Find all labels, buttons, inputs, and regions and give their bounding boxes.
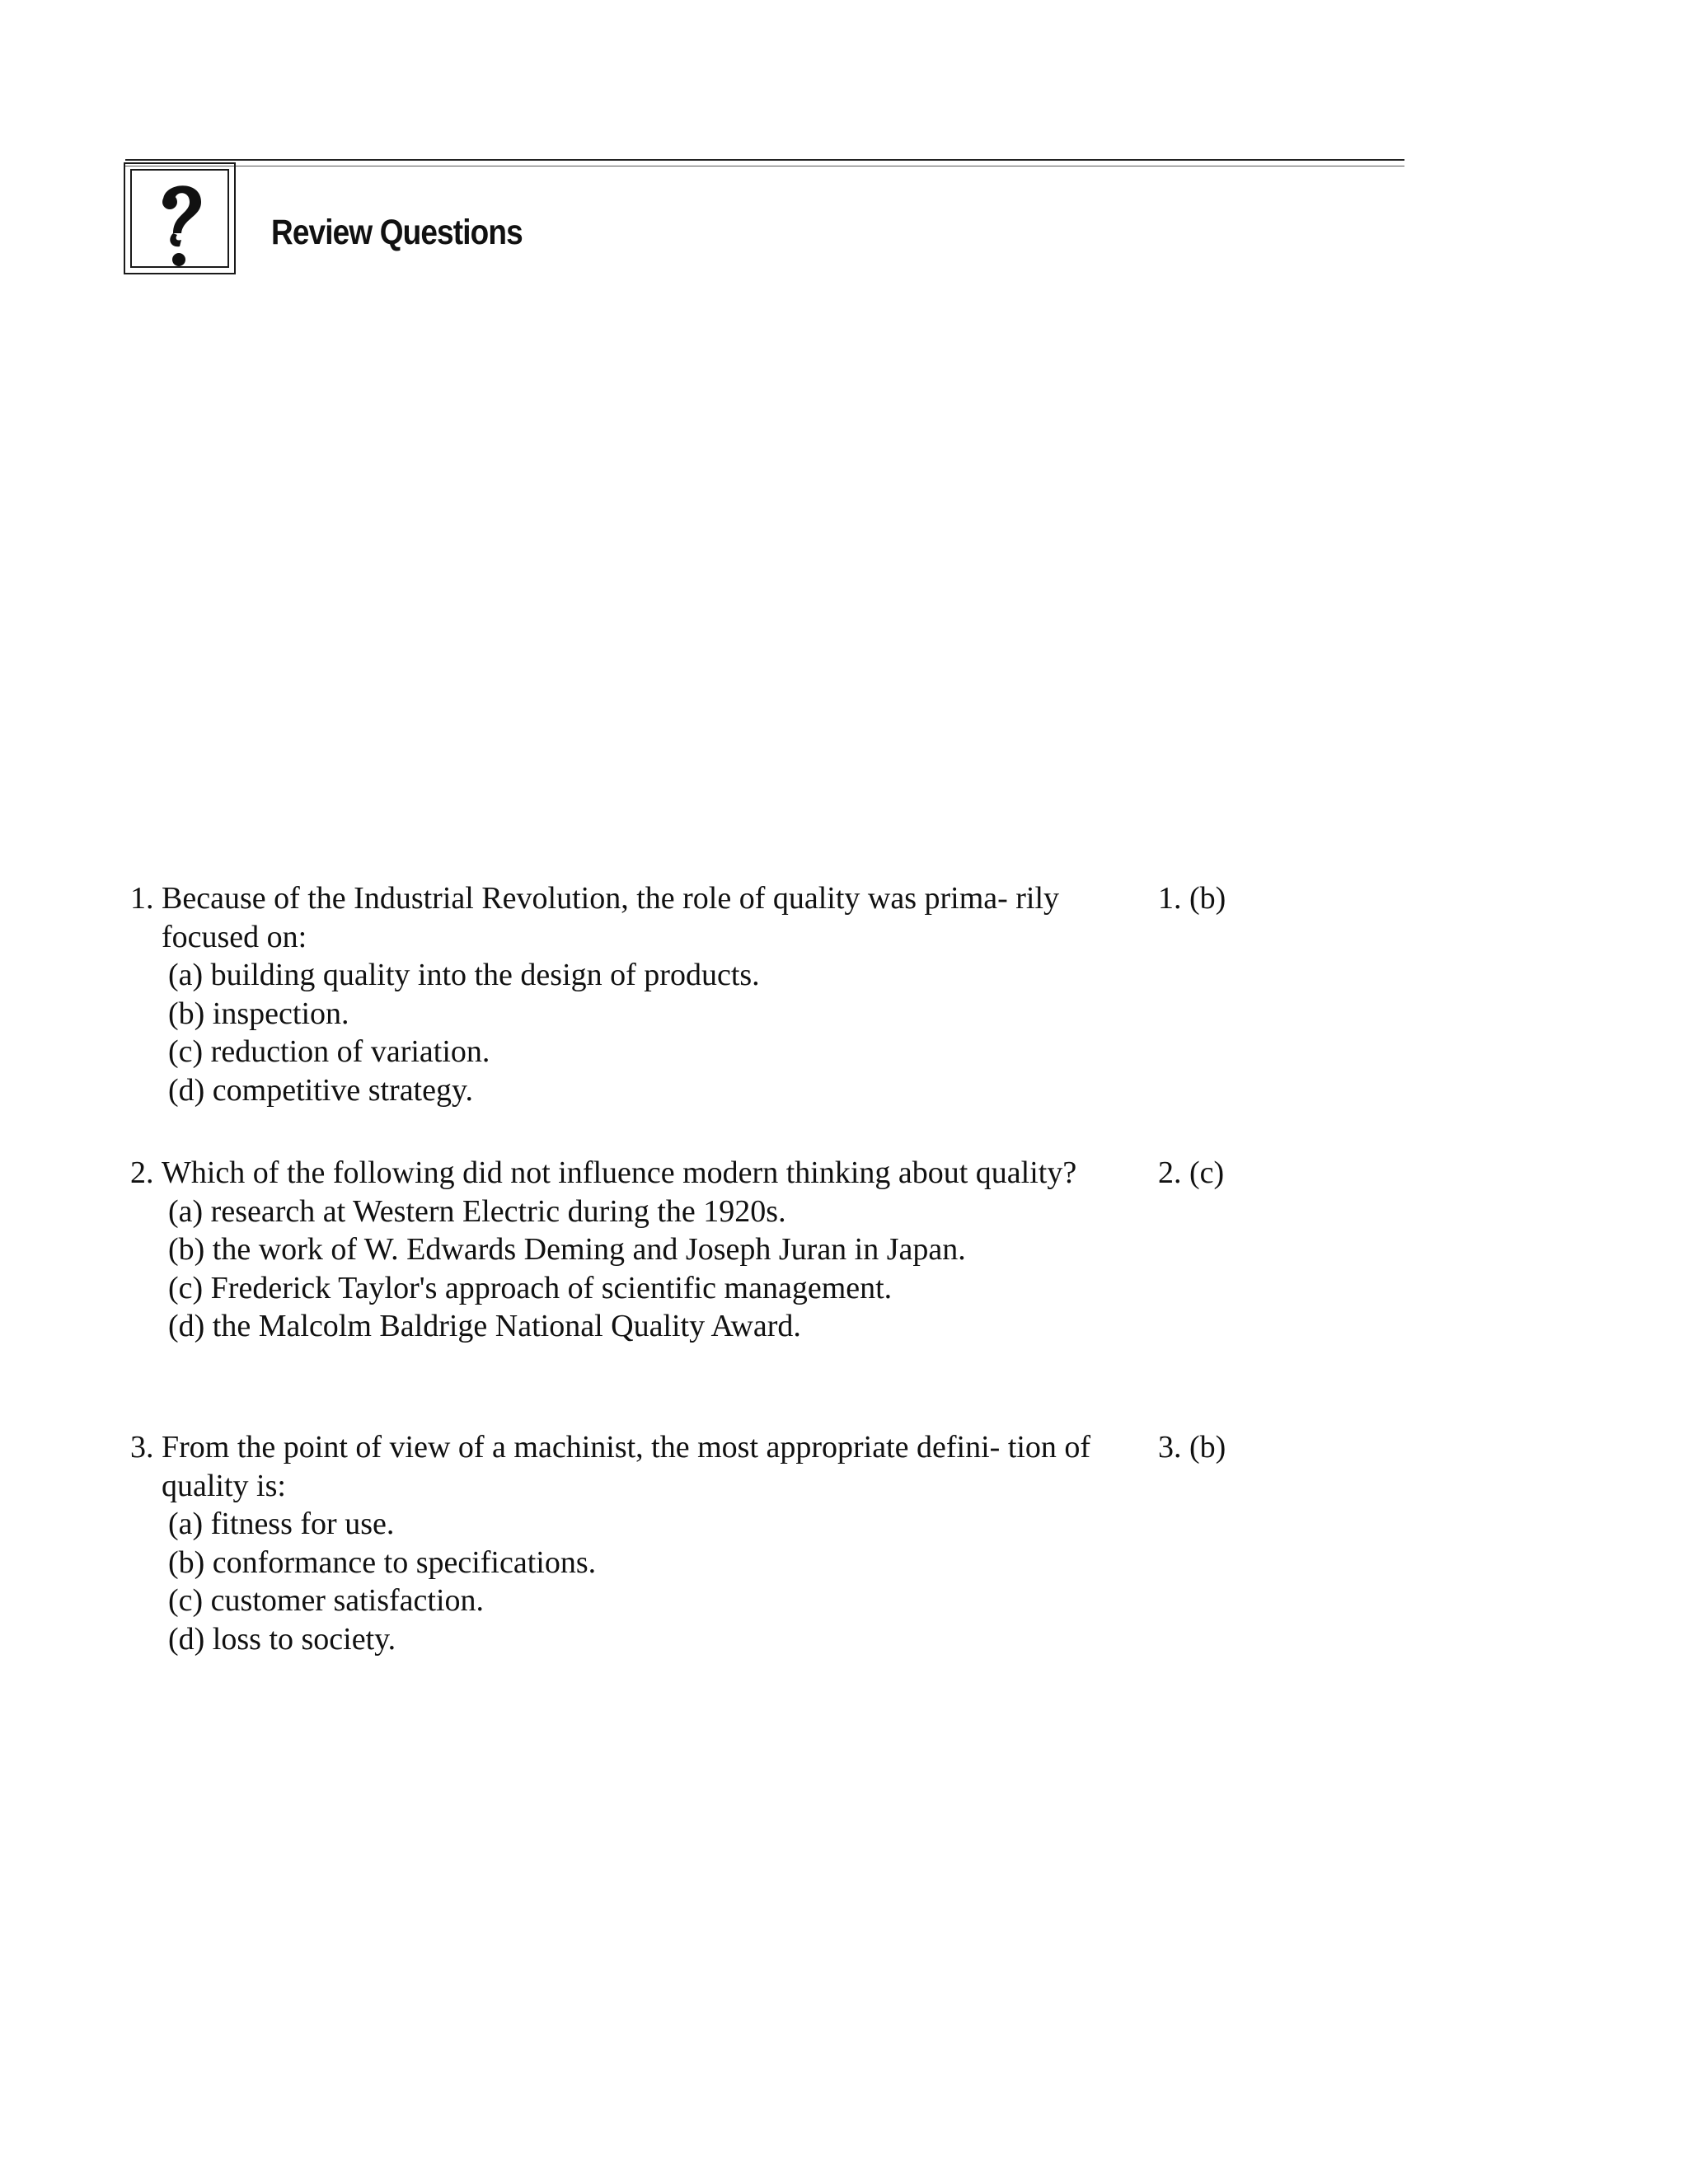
- question-3: [130, 1428, 1268, 1658]
- option-d: (d) loss to society.: [168, 1621, 396, 1657]
- header-rule-top: [125, 159, 1404, 161]
- option-a: (a) building quality into the design of products.: [168, 958, 760, 992]
- question-stem: Because of the Industrial Revolution, the role of quality was prima- rily focused on:: [162, 881, 1060, 954]
- option-a: (a) research at Western Electric during the 1920s.: [168, 1193, 786, 1229]
- option-a: (a) fitness for use.: [168, 1507, 395, 1541]
- question-stem: Which of the following did not influence modern thinking about quality?: [162, 1155, 1077, 1190]
- option-c: (c) reduction of variation.: [168, 1034, 490, 1069]
- option-list: [168, 1505, 1268, 1658]
- question-mark-icon: [124, 162, 236, 274]
- option-c: (c) Frederick Taylor's approach of scientific management.: [168, 1270, 893, 1305]
- option-d: (d) the Malcolm Baldrige National Quality Award.: [168, 1309, 801, 1343]
- answer-key: 1. (b): [1158, 881, 1226, 916]
- answer-key: 2. (c): [1158, 1155, 1225, 1190]
- option-b: (b) conformance to specifications.: [168, 1544, 597, 1580]
- option-d: (d) competitive strategy.: [168, 1072, 474, 1108]
- section-title: Review Questions: [271, 213, 523, 252]
- question-number: 2.: [130, 1155, 154, 1190]
- question-2: [130, 1154, 1268, 1346]
- option-list: [168, 956, 1268, 1109]
- option-b: (b) the work of W. Edwards Deming and Joseph Juran in Japan.: [168, 1232, 966, 1267]
- question-stem: From the point of view of a machinist, the most appropriate defini- tion of quality is:: [162, 1430, 1091, 1503]
- question-mark-glyph: [125, 164, 234, 273]
- question-number: 1.: [130, 881, 154, 916]
- answer-key: 3. (b): [1158, 1430, 1226, 1465]
- option-b: (b) inspection.: [168, 996, 349, 1031]
- option-list: [168, 1193, 1268, 1346]
- question-number: 3.: [130, 1430, 154, 1465]
- question-1: [130, 879, 1268, 1109]
- option-c: (c) customer satisfaction.: [168, 1583, 485, 1618]
